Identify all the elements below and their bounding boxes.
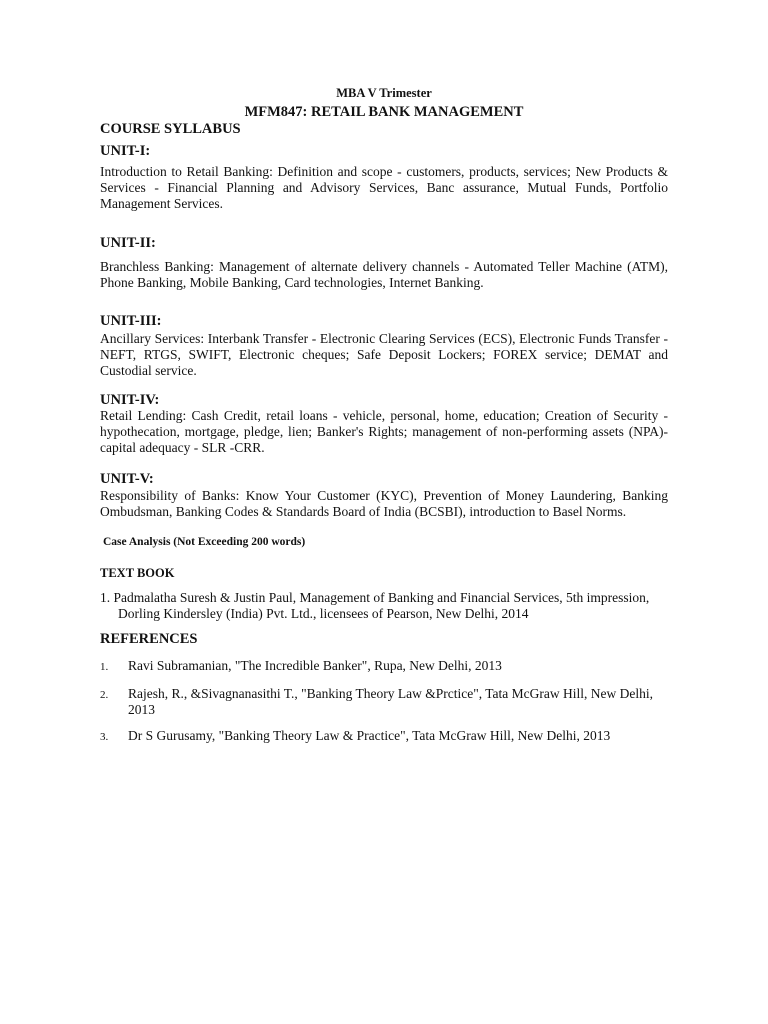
reference-text: Dr S Gurusamy, "Banking Theory Law & Practice", Tata McGraw Hill, New Delhi, 2013 xyxy=(128,728,611,743)
trimester-label: MBA V Trimester xyxy=(336,86,432,100)
unit-5-heading: UNIT-V: xyxy=(100,471,154,487)
unit-2-body: Branchless Banking: Management of alternate delivery channels - Automated Teller Machine (ATM), Phone Banking, Mobile Banking, Card technologies, Internet Banking. xyxy=(100,259,668,291)
text-book-entry-line2: Dorling Kindersley (India) Pvt. Ltd., licensees of Pearson, New Delhi, 2014 xyxy=(118,606,529,622)
case-analysis-note: Case Analysis (Not Exceeding 200 words) xyxy=(103,536,306,548)
unit-3-body: Ancillary Services: Interbank Transfer - Electronic Clearing Services (ECS), Electronic Funds Transfer - NEFT, RTGS, SWIFT, Electronic cheques; Safe Deposit Lockers; FOREX service; DEMAT and Custodial service. xyxy=(100,331,668,379)
unit-2-heading: UNIT-II: xyxy=(100,235,156,251)
reference-number: 1. xyxy=(100,661,109,673)
text-book-entry-line1: 1. Padmalatha Suresh & Justin Paul, Management of Banking and Financial Services, 5th impression, xyxy=(100,590,650,605)
unit-4-body: Retail Lending: Cash Credit, retail loans - vehicle, personal, home, education; Creation of Security - hypothecation, mortgage, pledge, lien; Banker's Rights; management of non-performing assets (NPA)-capital adequacy - SLR -CRR. xyxy=(100,408,668,456)
unit-3-heading: UNIT-III: xyxy=(100,313,162,329)
references-heading: REFERENCES xyxy=(100,631,198,647)
reference-text: Ravi Subramanian, "The Incredible Banker", Rupa, New Delhi, 2013 xyxy=(128,658,502,673)
course-title: MFM847: RETAIL BANK MANAGEMENT xyxy=(244,104,524,120)
reference-text: Rajesh, R., &Sivagnanasithi T., "Banking Theory Law &Prctice", Tata McGraw Hill, New Delhi, 2013 xyxy=(128,686,653,718)
reference-number: 3. xyxy=(100,731,109,743)
unit-1-body: Introduction to Retail Banking: Definition and scope - customers, products, services; New Products & Services - Financial Planning and Advisory Services, Banc assurance, Mutual Funds, Portfolio Management Services. xyxy=(100,164,668,212)
text-book-heading: TEXT BOOK xyxy=(100,566,175,580)
reference-number: 2. xyxy=(100,689,109,701)
text-book-entry xyxy=(100,590,668,623)
unit-5-body: Responsibility of Banks: Know Your Customer (KYC), Prevention of Money Laundering, Banking Ombudsman, Banking Codes & Standards Board of India (BCSBI), introduction to Basel Norms. xyxy=(100,488,668,520)
unit-1-heading: UNIT-I: xyxy=(100,143,151,159)
syllabus-heading: COURSE SYLLABUS xyxy=(100,121,241,137)
unit-4-heading: UNIT-IV: xyxy=(100,392,160,408)
